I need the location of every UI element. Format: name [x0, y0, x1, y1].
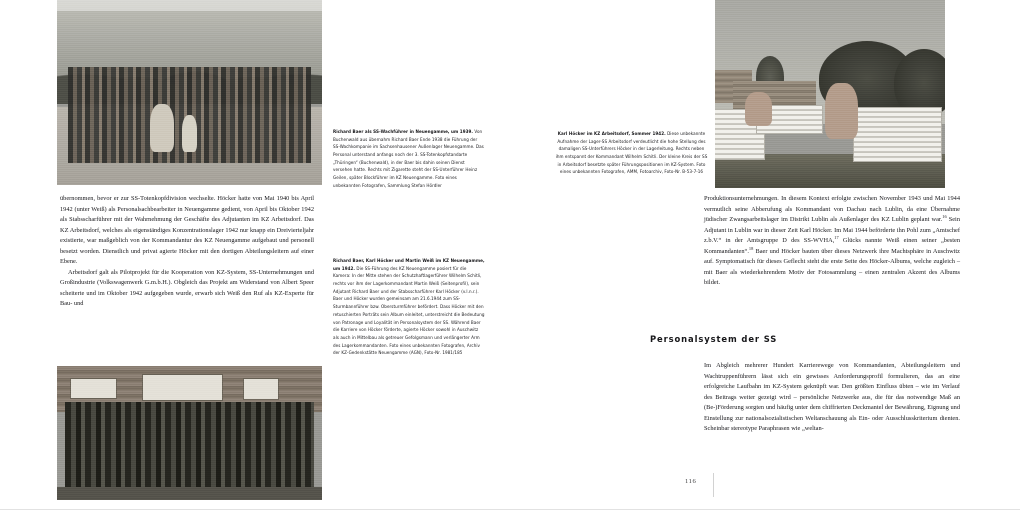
- body-text-segment: Sein Adjutant in Lublin war in dieser Zeit Karl Höcker. Im Mai 1944 beförderte ihn Pohl zum „Amtschef z.b.V.“ in der Amtsgruppe D des SS-WVHA,: [704, 216, 960, 245]
- caption-baer-hoecker-weiss-neuengamme: [333, 257, 485, 357]
- photo-ss-guards-group-with-children: [57, 0, 322, 185]
- body-text-segment: Baer und Höcker bauten über dieses Netzwerk ihre Machtsphäre in Auschwitz auf. Symptomatisch für dieses Geflecht steht die erste Seite des Höcker-Albums, welche zugleich – mit Baer als wiederkehrendem Motiv der Fotosammlung – einen zentralen Akzent des Albums bildet.: [704, 247, 960, 287]
- right-body-column-bottom: [704, 361, 960, 435]
- folio-rule: [713, 473, 714, 497]
- body-paragraph: Arbeitsdorf galt als Pilotprojekt für die Kooperation von KZ-System, SS-Unternehmungen und Großindustrie (Volkswagenwerk G.m.b.H.). Obgleich das Projekt am Widerstand von Albert Speer scheiterte und im Oktober 1942 aufgegeben wurde, erwarb sich Weiß den Ruf als KZ-Experte für Bau- und: [60, 268, 314, 308]
- right-page: [510, 0, 1020, 510]
- photo-hoecker-and-schitli-sunbathing-arbeitsdorf: [715, 0, 945, 188]
- caption-lead: Karl Höcker im KZ Arbeitsdorf, Sommer 1942.: [557, 131, 666, 136]
- body-paragraph: [704, 194, 960, 289]
- page-number-folio: 116: [685, 478, 697, 485]
- footnote-mark-18: 18: [748, 245, 754, 251]
- body-paragraph: übernommen, bevor er zur SS-Totenkopfdivision wechselte. Höcker hatte von Mai 1940 bis April 1942 (unter Weiß) als Personalsachbearbeiter in Neuengamme gedient, von April bis Oktober 1942 als Stabsscharführer mit der Wahrnehmung der Geschäfte des Adjutanten im KZ Arbeitsdorf. Das KZ Arbeitsdorf, welches als eigenständiges Konzentrationslager 1942 nur knapp ein Dreivierteljahr existierte, war maßgeblich von der Kommandantur des KZ Neuengamme aufgebaut und personell besetzt worden. Dienstlich und privat agierte Höcker mit den dortigen Abteilungsleitern auf einer Ebene.: [60, 195, 314, 266]
- caption-richard-baer-wachfuehrer: [333, 128, 485, 190]
- body-text-segment: Glücks nannte Weiß einen seiner „besten Kommandanten“.: [704, 237, 960, 255]
- footnote-mark-17: 17: [834, 234, 839, 240]
- photo-ss-officers-group-in-hall: [57, 366, 322, 500]
- section-heading-personalsystem-der-ss: Personalsystem der SS: [650, 334, 778, 344]
- body-paragraph: Im Abgleich mehrerer Hundert Karrierewege von Kommandanten, Abteilungsleitern und Wachtruppenführern lässt sich ein gewisses Anforderungsprofil formulieren, das an eine erfolgreiche Laufbahn im KZ-System geknüpft war. Den größten Einfluss übten – wie im Verlauf des Beitrags weiter gezeigt wird – persönliche Netzwerke aus, die für das notwendige Maß an (Be-)Förderung sorgten und häufig unter dem chiffrierten Deckmantel der Bewährung, Eignung und Einstellung zur nationalsozialistischen Weltanschauung als Ein- oder Ausschlusskriterium dienten. Scheinbar stereotype Paraphrasen wie „weltan-: [704, 362, 960, 433]
- footnote-mark-16: 16: [942, 213, 947, 219]
- caption-lead: Richard Baer als SS-Wachführer in Neuengamme, um 1939.: [333, 129, 474, 134]
- left-body-column: [60, 194, 314, 310]
- caption-lead: Richard Baer, Karl Höcker und Martin Weiß im KZ Neuengamme, um 1942.: [333, 258, 485, 271]
- caption-body: Die SS-Führung des KZ Neuengamme posiert für die Kamera: In der Mitte stehen der Schutzhaftlagerführer Wilhelm Schitli, rechts vor ihm der Lagerkommandant Martin Weiß (Seitenprofil), sein Adjutant Richard Baer und der Stabsscharführer Karl Höcker (v.l.n.r.). Baer und Höcker wurden gemeinsam am 21.6.1944 zum SS-Sturmbannführer bzw. Obersturmführer befördert. Dass Höcker mit den retuschierten Porträts sein Album einleitet, unterstreicht die Bedeutung von Patronage und Loyalität im Personalsystem der SS. Während Baer die Karriere von Höcker förderte, agierte Höcker sowohl in Auschwitz als auch in Mittelbau als getreuer Gefolgsmann und verlängerter Arm des Lagerkommandanten. Foto eines unbekannten Fotografen, Archiv der KZ-Gedenkstätte Neuengamme (AGN), Foto-Nr. 1981/185: [333, 265, 485, 356]
- right-body-column-top: [704, 194, 960, 289]
- caption-body: Diese unbekannte Aufnahme der Lager-SS Arbeitsdorf verdeutlicht die hohe Stellung des damaligen SS-Unterführers Höcker in der Lagerleitung. Rechts neben ihm entspannt der Kommandant Wilhelm Schitli. Der kleine Kreis der SS in Arbeitsdorf besetzte später Führungspositionen im KZ-System. Foto eines unbekannten Fotografen, AMM, Fotoarchiv, Foto-Nr. B-53-7-16: [555, 131, 708, 175]
- caption-body: Von Buchenwald aus übernahm Richard Baer Ende 1938 die Führung der SS-Wachkompanie im Sachsenhausener Außenlager Neuengamme. Das Personal unterstand anfangs noch der 3. SS-Totenkopfstandarte „Thüringen“ (Buchenwald), in der Baer bis dahin seinen Dienst versehen hatte. Rechts mit Zigarette steht der SS-Unterführer Heinz Geilen, später Blockführer im KZ Neuengamme. Foto eines unbekannten Fotografen, Sammlung Stefan Hördler: [333, 129, 484, 188]
- caption-karl-hoecker-arbeitsdorf: [555, 130, 708, 176]
- body-text-segment: Produktionsunternehmungen. In diesem Kontext erfolgte zwischen November 1943 und Mai 1944 vermutlich seine Abberufung als Kommandant von Dachau nach Lublin, da eine Übernahme jüdischer Zwangsarbeitslager im Distrikt Lublin als Außenlager des KZ Lublin geplant war.: [704, 195, 960, 224]
